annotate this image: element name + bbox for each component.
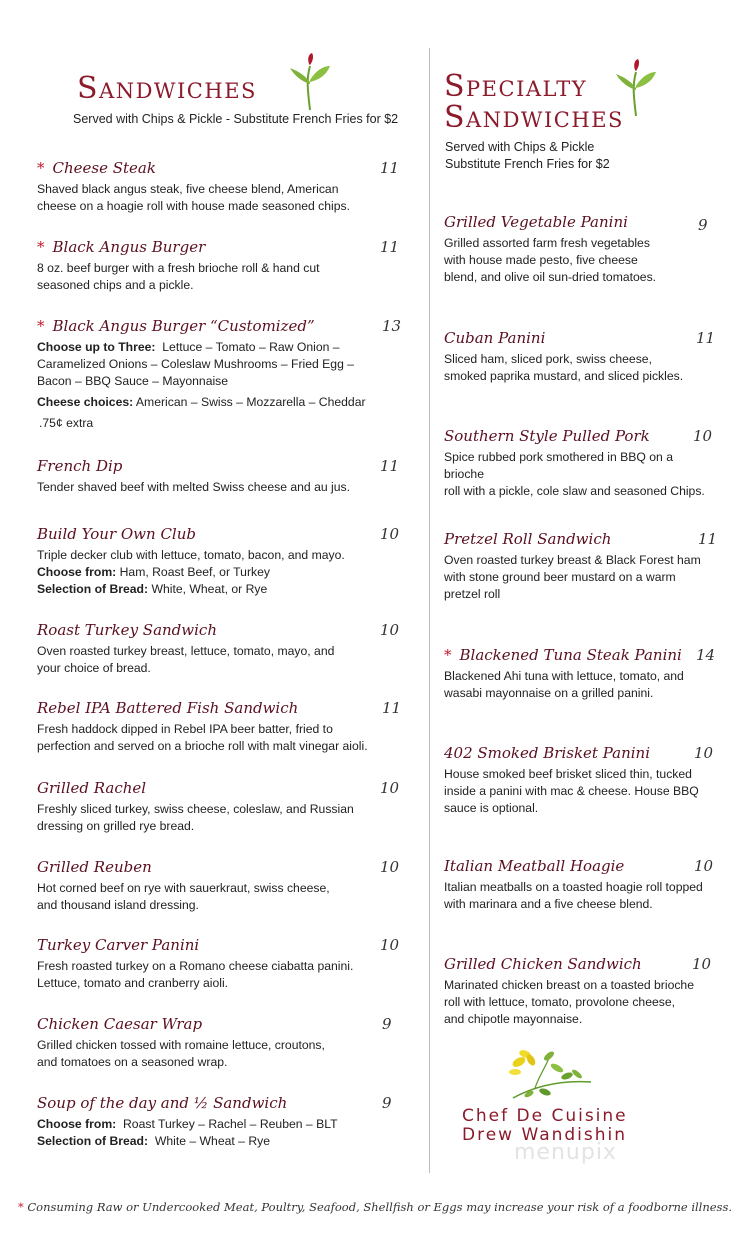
menu-item bbox=[37, 158, 400, 215]
item-price: 11 bbox=[382, 699, 402, 717]
menu-item bbox=[37, 316, 402, 432]
item-description: Fresh roasted turkey on a Romano cheese ciabatta panini. Lettuce, tomato and cranberry aioli. bbox=[37, 959, 354, 990]
raw-warning-star: * bbox=[17, 1200, 24, 1214]
sandwiches-subtitle: Served with Chips & Pickle - Substitute French Fries for $2 bbox=[73, 112, 399, 126]
item-description: Tender shaved beef with melted Swiss cheese and au jus. bbox=[37, 480, 350, 494]
herb-sprig-icon bbox=[505, 1046, 595, 1108]
item-price: 10 bbox=[693, 427, 713, 445]
item-description: Spice rubbed pork smothered in BBQ on a brioche roll with a pickle, cole slaw and seasoned Chips. bbox=[444, 450, 705, 498]
menu-item bbox=[444, 212, 716, 286]
menu-item bbox=[37, 778, 400, 835]
tulip-leaf-icon bbox=[288, 52, 332, 112]
column-divider bbox=[429, 48, 430, 1173]
menu-item bbox=[37, 1014, 397, 1071]
item-price: 10 bbox=[380, 858, 400, 876]
item-price: 11 bbox=[698, 530, 718, 548]
footer-disclaimer: * Consuming Raw or Undercooked Meat, Poultry, Seafood, Shellfish or Eggs may increase your risk of a foodborne illness. bbox=[17, 1200, 733, 1214]
item-description: Sliced ham, sliced pork, swiss cheese, smoked paprika mustard, and sliced pickles. bbox=[444, 352, 684, 383]
menu-item bbox=[444, 426, 716, 500]
item-name: Black Angus Burger bbox=[52, 238, 206, 256]
raw-warning-star: * bbox=[37, 317, 45, 335]
item-name: 402 Smoked Brisket Panini bbox=[444, 744, 650, 762]
item-description: Freshly sliced turkey, swiss cheese, coleslaw, and Russian dressing on grilled rye bread. bbox=[37, 802, 354, 833]
menu-item bbox=[37, 857, 400, 914]
raw-warning-star: * bbox=[37, 159, 45, 177]
item-price: 11 bbox=[380, 457, 400, 475]
item-description: Shaved black angus steak, five cheese blend, American cheese on a hoagie roll with house made seasoned chips. bbox=[37, 182, 351, 213]
item-price: 10 bbox=[694, 744, 714, 762]
specialty-title-line-2: Sandwiches bbox=[444, 100, 624, 135]
item-name: Pretzel Roll Sandwich bbox=[444, 530, 612, 548]
item-name: Chicken Caesar Wrap bbox=[37, 1015, 203, 1033]
sandwiches-title: Sandwiches bbox=[77, 71, 257, 106]
item-price: 9 bbox=[698, 216, 708, 234]
item-name: Southern Style Pulled Pork bbox=[444, 427, 650, 445]
item-name: Grilled Rachel bbox=[37, 779, 147, 797]
raw-warning-star: * bbox=[444, 646, 452, 664]
item-price: 14 bbox=[696, 646, 716, 664]
item-description: Choose up to Three: Lettuce – Tomato – Raw Onion – Caramelized Onions – Coleslaw Mushrooms – Fried Egg – Bacon – BBQ Sauce – Mayonnaise Cheese choices: American – Swiss – Mozzarella – Cheddar .75¢ extra bbox=[37, 340, 366, 430]
item-name: Grilled Vegetable Panini bbox=[444, 213, 628, 231]
item-name: Italian Meatball Hoagie bbox=[444, 857, 625, 875]
item-description: Oven roasted turkey breast & Black Forest ham with stone ground beer mustard on a warm pretzel roll bbox=[444, 553, 701, 601]
item-name: Turkey Carver Panini bbox=[37, 936, 200, 954]
item-description: Oven roasted turkey breast, lettuce, tomato, mayo, and your choice of bread. bbox=[37, 644, 335, 675]
item-name: Rebel IPA Battered Fish Sandwich bbox=[37, 699, 299, 717]
item-description: Fresh haddock dipped in Rebel IPA beer batter, fried to perfection and served on a brioche roll with malt vinegar aioli. bbox=[37, 722, 368, 753]
specialty-title-line-1: Specialty bbox=[444, 69, 588, 104]
item-description: Grilled assorted farm fresh vegetables with house made pesto, five cheese blend, and olive oil sun-dried tomatoes. bbox=[444, 236, 657, 284]
item-description: Hot corned beef on rye with sauerkraut, swiss cheese, and thousand island dressing. bbox=[37, 881, 330, 912]
menu-item bbox=[37, 935, 400, 992]
item-description: Grilled chicken tossed with romaine lettuce, croutons, and tomatoes on a seasoned wrap. bbox=[37, 1038, 325, 1069]
chef-credit: Chef De Cuisine Drew Wandishin bbox=[462, 1106, 628, 1145]
item-description: Triple decker club with lettuce, tomato, bacon, and mayo. Choose from: Ham, Roast Beef, or Turkey Selection of Bread: White, Wheat, or Rye bbox=[37, 548, 345, 596]
item-price: 11 bbox=[696, 329, 716, 347]
item-description: Blackened Ahi tuna with lettuce, tomato, and wasabi mayonnaise on a grilled panini. bbox=[444, 669, 684, 700]
item-name: Black Angus Burger “Customized” bbox=[52, 317, 315, 335]
item-description: Italian meatballs on a toasted hoagie roll topped with marinara and a five cheese blend. bbox=[444, 880, 703, 911]
specialty-subtitle: Served with Chips & Pickle Substitute French Fries for $2 bbox=[445, 140, 610, 171]
menu-item bbox=[444, 645, 724, 702]
item-description: 8 oz. beef burger with a fresh brioche roll & hand cut seasoned chips and a pickle. bbox=[37, 261, 320, 292]
item-name: Soup of the day and ½ Sandwich bbox=[37, 1094, 288, 1112]
item-name: French Dip bbox=[37, 457, 123, 475]
item-name: Blackened Tuna Steak Panini bbox=[459, 646, 682, 664]
watermark: menupix bbox=[514, 1140, 617, 1165]
item-description: Marinated chicken breast on a toasted brioche roll with lettuce, tomato, provolone cheese, and chipotle mayonnaise. bbox=[444, 978, 694, 1026]
menu-item bbox=[37, 456, 400, 496]
item-description: House smoked beef brisket sliced thin, tucked inside a panini with mac & cheese. House BBQ sauce is optional. bbox=[444, 767, 699, 815]
menu-item bbox=[37, 620, 400, 677]
item-price: 10 bbox=[380, 621, 400, 639]
item-price: 10 bbox=[380, 936, 400, 954]
item-price: 11 bbox=[380, 238, 400, 256]
item-price: 11 bbox=[380, 159, 400, 177]
menu-item bbox=[37, 698, 407, 755]
item-price: 10 bbox=[380, 779, 400, 797]
item-name: Grilled Reuben bbox=[37, 858, 152, 876]
item-description: Choose from: Roast Turkey – Rachel – Reuben – BLT Selection of Bread: White – Wheat – Rye bbox=[37, 1117, 338, 1148]
item-price: 10 bbox=[380, 525, 400, 543]
item-price: 10 bbox=[692, 955, 712, 973]
item-price: 9 bbox=[382, 1015, 392, 1033]
item-name: Roast Turkey Sandwich bbox=[37, 621, 217, 639]
menu-item bbox=[444, 328, 716, 385]
menu-item bbox=[37, 237, 400, 294]
menu-item bbox=[37, 1093, 397, 1150]
raw-warning-star: * bbox=[37, 238, 45, 256]
item-name: Cuban Panini bbox=[444, 329, 546, 347]
menu-item bbox=[444, 856, 716, 913]
item-name: Cheese Steak bbox=[52, 159, 156, 177]
item-price: 10 bbox=[694, 857, 714, 875]
item-price: 9 bbox=[382, 1094, 392, 1112]
menu-item bbox=[444, 529, 716, 603]
menu-item bbox=[444, 743, 716, 817]
menu-item bbox=[444, 954, 716, 1028]
item-name: Build Your Own Club bbox=[37, 525, 196, 543]
item-price: 13 bbox=[382, 317, 402, 335]
menu-item bbox=[37, 524, 400, 598]
item-name: Grilled Chicken Sandwich bbox=[444, 955, 642, 973]
tulip-leaf-icon bbox=[614, 58, 658, 118]
